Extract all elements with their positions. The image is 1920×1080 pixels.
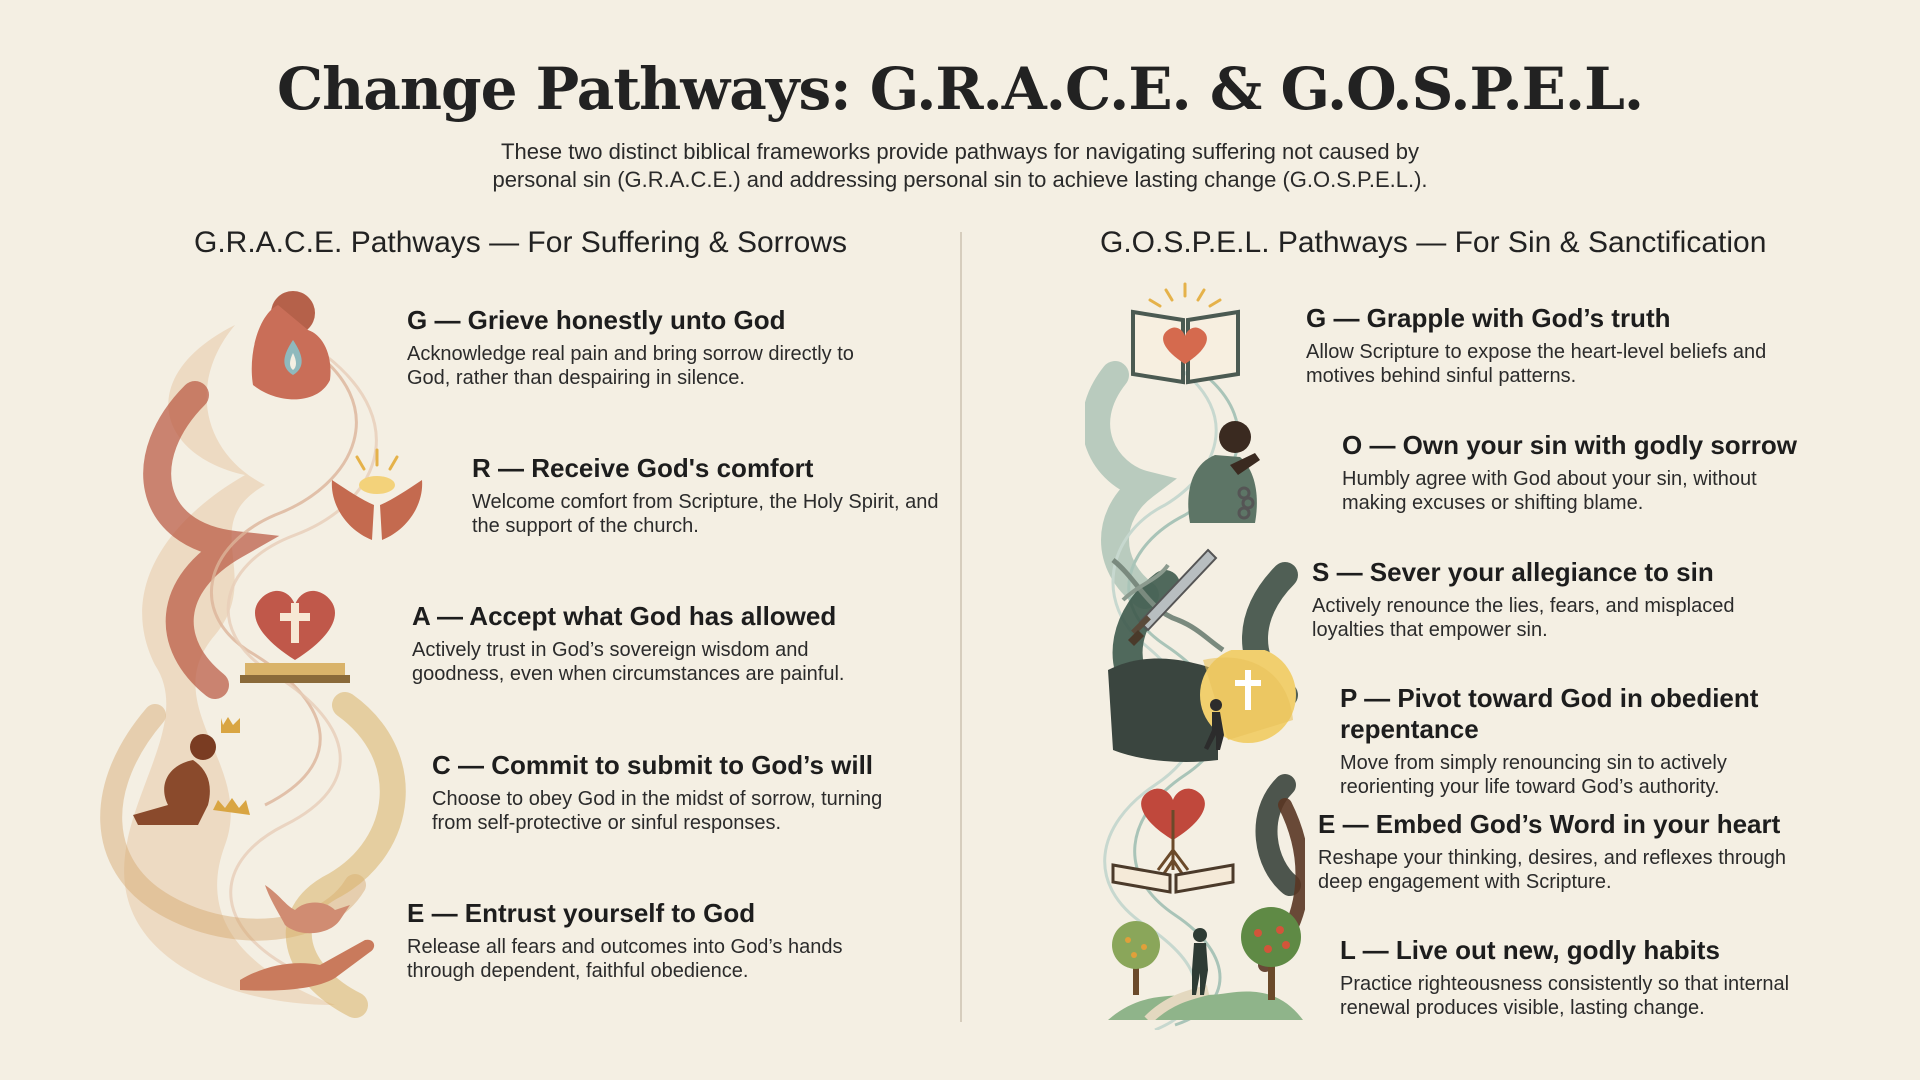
- grace-item-c: [432, 750, 992, 835]
- praying-person-chain-icon: [1160, 415, 1280, 525]
- grace-item-desc: Choose to obey God in the midst of sorrow, turning from self-protective or sinful responses.: [432, 788, 883, 834]
- grieving-person-tear-icon: [238, 285, 338, 410]
- grace-item-desc: Welcome comfort from Scripture, the Holy Spirit, and the support of the church.: [472, 491, 939, 537]
- grace-item-e: [407, 898, 967, 983]
- gospel-item-s: [1312, 557, 1872, 642]
- gospel-item-title: O — Own your sin with godly sorrow: [1342, 430, 1798, 460]
- gospel-item-e: [1318, 809, 1878, 894]
- gospel-item-g: [1306, 303, 1866, 388]
- person-among-fruit-trees-icon: [1108, 905, 1303, 1020]
- gospel-item-l: [1340, 935, 1900, 1020]
- grace-item-title: C — Commit to submit to God’s will: [432, 750, 874, 780]
- gospel-item-title: S — Sever your allegiance to sin: [1312, 557, 1714, 587]
- grace-item-title: R — Receive God's comfort: [472, 453, 814, 483]
- grace-item-desc: Actively trust in God’s sovereign wisdom and goodness, even when circumstances are painful.: [412, 639, 845, 685]
- gospel-item-desc: Allow Scripture to expose the heart-level beliefs and motives behind sinful patterns.: [1306, 341, 1767, 387]
- grace-item-r: [472, 453, 1032, 538]
- heart-tree-book-icon: [1108, 780, 1238, 895]
- heart-cross-book-icon: [240, 575, 350, 690]
- page-title: Change Pathways: G.R.A.C.E. & G.O.S.P.E.L.: [276, 55, 1644, 123]
- open-hands-light-icon: [322, 445, 432, 545]
- gospel-item-desc: Reshape your thinking, desires, and reflexes through deep engagement with Scripture.: [1318, 847, 1787, 893]
- grace-item-title: A — Accept what God has allowed: [412, 601, 837, 631]
- gospel-column-heading: G.O.S.P.E.L. Pathways — For Sin & Sanctification: [1100, 226, 1767, 259]
- kneeling-person-crown-icon: [128, 715, 258, 830]
- grace-item-desc: Acknowledge real pain and bring sorrow directly to God, rather than despairing in silence.: [407, 343, 854, 389]
- gospel-item-desc: Practice righteousness consistently so that internal renewal produces visible, lasting change.: [1340, 973, 1790, 1019]
- person-walking-toward-cross-icon: [1108, 650, 1298, 765]
- gospel-item-desc: Humbly agree with God about your sin, without making excuses or shifting blame.: [1342, 468, 1757, 514]
- grace-item-desc: Release all fears and outcomes into God’s hands through dependent, faithful obedience.: [407, 936, 843, 982]
- gospel-item-title: P — Pivot toward God in obedient repentance: [1340, 683, 1759, 744]
- grace-item-g: [407, 305, 967, 390]
- grace-item-title: E — Entrust yourself to God: [407, 898, 756, 928]
- gospel-item-o: [1342, 430, 1902, 515]
- open-bible-heart-icon: [1128, 282, 1243, 392]
- grace-column-heading: G.R.A.C.E. Pathways — For Suffering & Sorrows: [194, 226, 847, 259]
- gospel-item-p: [1340, 683, 1900, 799]
- dove-over-hand-icon: [235, 870, 380, 995]
- gospel-item-title: L — Live out new, godly habits: [1340, 935, 1720, 965]
- gospel-item-title: G — Grapple with God’s truth: [1306, 303, 1671, 333]
- gospel-item-desc: Move from simply renouncing sin to actively reorienting your life toward God’s authority.: [1340, 752, 1727, 798]
- sword-cutting-vines-icon: [1108, 540, 1233, 655]
- grace-item-title: G — Grieve honestly unto God: [407, 305, 786, 335]
- gospel-item-desc: Actively renounce the lies, fears, and misplaced loyalties that empower sin.: [1312, 595, 1735, 641]
- gospel-item-title: E — Embed God’s Word in your heart: [1318, 809, 1781, 839]
- grace-item-a: [412, 601, 972, 686]
- page-subtitle: These two distinct biblical frameworks provide pathways for navigating suffering not caused by personal sin (G.R.A.C.E.) and addressing personal sin to achieve lasting change (G.O.S.P.E.L.).: [492, 139, 1428, 192]
